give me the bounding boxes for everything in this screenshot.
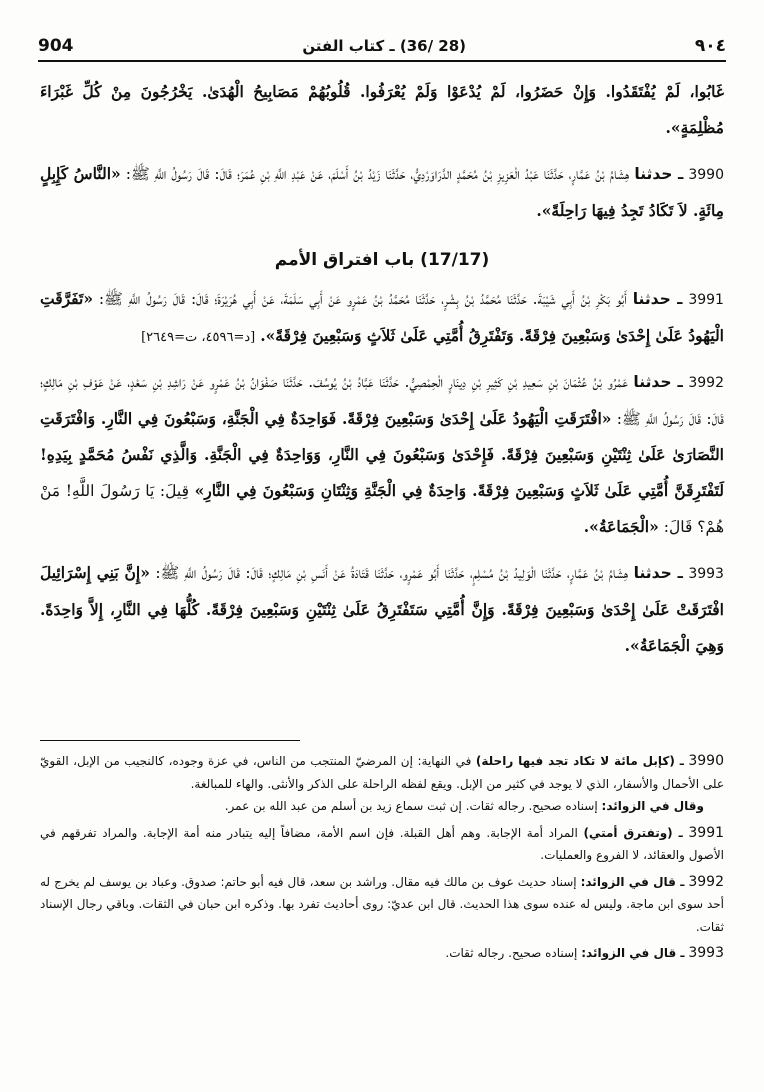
hadith-3990 <box>40 156 724 229</box>
isnad-text: هِشَامُ بْنُ عَمَّارٍ، حَدَّثَنَا عَبْدُ الْعَزِيزِ بْنُ مُحَمَّدٍ الدَّرَاوَرْدِيُّ، حَدَّثَنَا زَيْدُ بْنُ أَسْلَمَ، عَنْ عَبْدِ اللَّهِ بْنِ عُمَرَ؛ قَالَ: قَالَ رَسُولُ اللَّهِ ﷺ: <box>125 165 630 183</box>
footnote-lead: ـ (كإبل مائة لا تكاد تجد فيها راحلة) <box>475 754 684 768</box>
footnote-3992 <box>40 871 724 939</box>
footnote-text: في النهاية: إن المرضيّ المنتجب من الناس، في عزة وجوده، كالنجيب من الإبل، القويّ على الأحمال والأسفار، الذي لا يوجد في كثير من الإبل. ويقع لفظه الراحلة على الذكر والأنثى. والهاء للمبالغة. <box>40 754 724 791</box>
footnote-number: 3992 <box>688 873 724 890</box>
hadith-lead: ـ حدثنا <box>632 290 683 308</box>
footnote-number: 3990 <box>688 753 724 769</box>
running-title: (28 /36) ـ كتاب الفتن <box>302 37 467 55</box>
answer-matn: «الْجَمَاعَةُ». <box>583 517 659 536</box>
continued-paragraph <box>40 74 724 146</box>
hadith-number: 3991 <box>688 292 724 308</box>
isnad-text: أَبُو بَكْرِ بْنُ أَبِي شَيْبَةَ. حَدَّثَنَا مُحَمَّدُ بْنُ بِشْرٍ، حَدَّثَنَا مُحَمَّدُ بْنُ عَمْرٍو عَنْ أَبِي سَلَمَةَ، عَنْ أَبِي هُرَيْرَةَ؛ قَالَ: قَالَ رَسُولُ اللَّهِ ﷺ: <box>98 290 627 308</box>
footnote-number: 3991 <box>688 824 725 841</box>
footnote-lead: ـ (وتفترق أمتي) <box>583 825 683 840</box>
hadith-3993 <box>40 555 724 664</box>
footnote-text: إسناد حديث عوف بن مالك فيه مقال. وراشد بن سعد، قال فيه أبو حاتم: صدوق. وعباد بن يوسف لم يخرج له أحد سوى ابن ماجة. وليس له عنده سوى هذا الحديث. قال ابن عديّ: روى أحاديث تفرد بها. وذكره ابن حبان في الثقات. وباقي رجال الإسناد ثقات. <box>40 874 724 934</box>
hadith-matn: «إِنَّ بَنِي إِسْرَائِيلَ افْتَرَقَتْ عَلَىٰ إِحْدَىٰ وَسَبْعِينَ فِرْقَةً. وَإِنَّ أُمَّتِي سَتَفْتَرِقُ عَلَىٰ ثِنْتَيْنِ وَسَبْعِينَ فِرْقَةً. كُلُّهَا فِي النَّارِ، إِلاَّ وَاحِدَةً. وَهِيَ الْجَمَاعَةُ». <box>40 563 724 655</box>
zawaid-lead: وقال في الزوائد: <box>601 799 704 813</box>
hadith-matn: «افْتَرَقَتِ الْيَهُودُ عَلَىٰ إِحْدَىٰ وَسَبْعِينَ فِرْقَةً. فَوَاحِدَةٌ فِي الْجَنَّةِ، وَسَبْعُونَ فِي النَّارِ. وَافْتَرَقَتِ النَّصَارَىٰ عَلَىٰ ثِنْتَيْنِ وَسَبْعِينَ فِرْقَةً. فَإِحْدَىٰ وَسَبْعُونَ فِي النَّارِ، وَوَاحِدَةٌ فِي الْجَنَّةِ. وَالَّذِي نَفْسُ مُحَمَّدٍ بِيَدِهِ! لَتَفْتَرِقَنَّ أُمَّتِي عَلَىٰ ثَلاَثٍ وَسَبْعِينَ فِرْقَةً. وَاحِدَةٌ فِي الْجَنَّةِ وَثِنْتَانِ وَسَبْعُونَ فِي النَّارِ» <box>40 409 724 500</box>
hadith-lead: ـ حدثنا <box>633 564 683 582</box>
zawaid-text: إسناده صحيح. رجاله ثقات. إن ثبت سماع زيد بن أسلم من عبد الله بن عمر. <box>224 799 598 813</box>
hadith-3992 <box>40 365 724 545</box>
page-number-arabic: ٩٠٤ <box>694 36 726 56</box>
hadith-lead: ـ حدثنا <box>634 165 684 183</box>
footnote-lead: ـ قال في الزوائد: <box>581 946 685 960</box>
footnote-text: المراد أمة الإجابة. وهم أهل القبلة. فإن اسم الأمة، مضافاً إليه يتبادر منه أمة الإجابة. والمراد تفرقهم في الأصول والعقائد، لا الفروع والعمليات. <box>40 825 724 862</box>
footnote-text: إسناده صحيح. رجاله ثقات. <box>445 946 578 960</box>
hadith-number: 3990 <box>688 167 724 183</box>
footnote-number: 3993 <box>688 945 724 961</box>
question-text: قِيلَ: يَا رَسُولَ اللَّهِ! مَنْ هُمْ؟ قَالَ: <box>40 482 724 536</box>
hadith-3991 <box>40 281 724 355</box>
chapter-heading: (17/17) باب افتراق الأمم <box>274 250 490 270</box>
cross-reference: [د=٤٥٩٦، ت=٢٦٤٩] <box>141 330 256 345</box>
hadith-lead: ـ حدثنا <box>633 373 683 391</box>
continued-hadith-text: غَابُوا، لَمْ يُفْتَقَدُوا. وَإِنْ حَضَرُوا، لَمْ يُدْعَوْا وَلَمْ يُعْرَفُوا. قُلُوبُهُمْ مَصَابِيحُ الْهُدَىٰ. يَخْرُجُونَ مِنْ كُلِّ غَبْرَاءَ مُظْلِمَةٍ». <box>40 82 724 137</box>
footnote-3990 <box>40 750 724 818</box>
page-number-latin: 904 <box>38 36 74 56</box>
isnad-text: هِشَامُ بْنُ عَمَّارٍ، حَدَّثَنَا الْوَلِيدُ بْنُ مُسْلِمٍ، حَدَّثَنَا أَبُو عَمْرٍو، حَدَّثَنَا قَتَادَةُ عَنْ أَنَسِ بْنِ مَالِكٍ؛ قَالَ: قَالَ رَسُولُ اللَّهِ ﷺ: <box>155 564 629 582</box>
hadith-number: 3993 <box>688 566 724 582</box>
footnote-3991 <box>40 822 724 867</box>
hadith-matn: «النَّاسُ كَإِبِلٍ مِائَةٍ. لاَ تَكَادُ تَجِدُ فِيهَا رَاحِلَةً». <box>40 164 724 220</box>
hadith-matn: «تَفَرَّقَتِ الْيَهُودُ عَلَىٰ إِحْدَىٰ وَسَبْعِينَ فِرْقَةً. وَتَفْتَرِقُ أُمَّتِي عَلَىٰ ثَلاَثٍ وَسَبْعِينَ فِرْقَةً». <box>40 289 724 345</box>
hadith-number: 3992 <box>688 375 724 391</box>
footnote-divider <box>40 740 300 741</box>
page-header <box>38 32 726 62</box>
footnotes <box>40 750 724 969</box>
footnote-3993 <box>40 942 724 965</box>
main-text <box>40 74 724 664</box>
isnad-text: عَمْرُو بْنُ عُثْمَانَ بْنِ سَعِيدِ بْنِ كَثِيرِ بْنِ دِينَارٍ الْحِمْصِيُّ. حَدَّثَنَا عَبَّادُ بْنُ يُوسُفَ. حَدَّثَنَا صَفْوَانُ بْنُ عَمْرٍو عَنْ رَاشِدِ بْنِ سَعْدٍ، عَنْ عَوْفِ بْنِ مَالِكٍ؛ قَالَ: قَالَ رَسُولُ اللَّهِ ﷺ: <box>40 373 724 428</box>
footnote-lead: ـ قال في الزوائد: <box>580 874 685 889</box>
